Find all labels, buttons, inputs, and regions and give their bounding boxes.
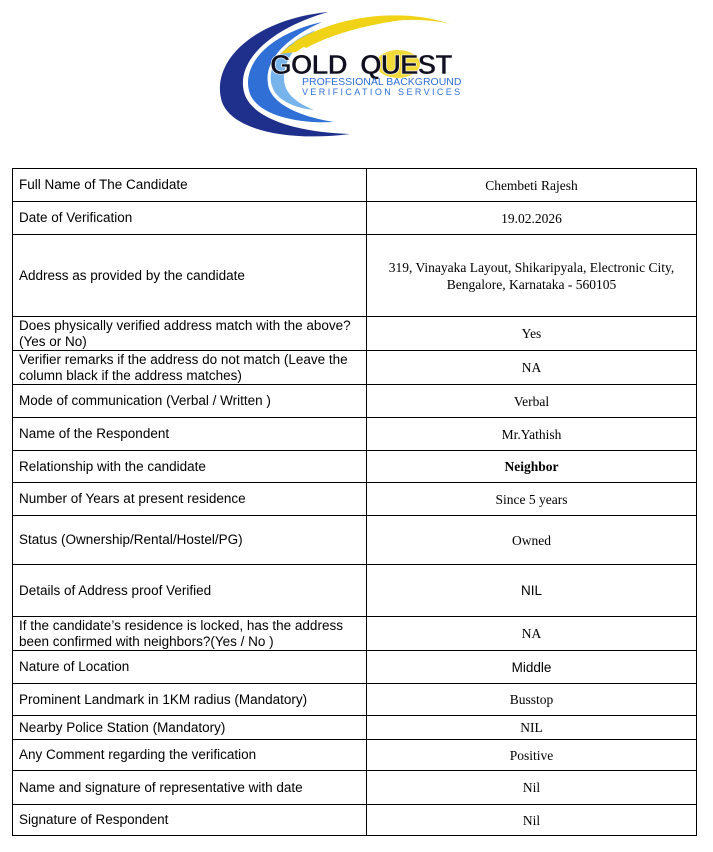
field-value: Nil	[367, 771, 697, 805]
field-value: Since 5 years	[367, 483, 697, 516]
table-row	[13, 317, 697, 351]
table-row	[13, 235, 697, 317]
field-value: NIL	[367, 565, 697, 617]
table-row	[13, 516, 697, 565]
table-row	[13, 451, 697, 483]
field-label: Details of Address proof Verified	[13, 565, 367, 617]
field-label: Nature of Location	[13, 651, 367, 684]
logo-quest-text: QUEST	[360, 49, 452, 80]
table-row	[13, 771, 697, 805]
table-row	[13, 169, 697, 202]
table-row	[13, 565, 697, 617]
field-label: Name of the Respondent	[13, 418, 367, 451]
field-label: Name and signature of representative with date	[13, 771, 367, 805]
table-row	[13, 716, 697, 740]
field-value: 319, Vinayaka Layout, Shikaripyala, Electronic City, Bengalore, Karnataka - 560105	[367, 235, 697, 317]
field-value: Yes	[367, 317, 697, 351]
logo-tagline-2: VERIFICATION SERVICES	[302, 87, 463, 97]
field-value: 19.02.2026	[367, 202, 697, 235]
field-value: Owned	[367, 516, 697, 565]
field-label: Address as provided by the candidate	[13, 235, 367, 317]
logo-swoosh-graphic	[210, 6, 510, 140]
field-value: Chembeti Rajesh	[367, 169, 697, 202]
field-value: NA	[367, 617, 697, 651]
field-value: NIL	[367, 716, 697, 740]
field-value: Verbal	[367, 385, 697, 418]
table-row	[13, 740, 697, 771]
field-label: Number of Years at present residence	[13, 483, 367, 516]
field-value: Mr.Yathish	[367, 418, 697, 451]
field-value: Nil	[367, 805, 697, 836]
table-row	[13, 202, 697, 235]
table-row	[13, 617, 697, 651]
logo-gold-text: GOLD	[270, 49, 347, 80]
field-value: NA	[367, 351, 697, 385]
goldquest-logo	[210, 6, 510, 140]
field-label: Status (Ownership/Rental/Hostel/PG)	[13, 516, 367, 565]
field-value: Busstop	[367, 684, 697, 716]
logo-tagline-1: PROFESSIONAL BACKGROUND	[302, 76, 462, 88]
field-label: Date of Verification	[13, 202, 367, 235]
field-value: Middle	[367, 651, 697, 684]
table-row	[13, 418, 697, 451]
field-label: Nearby Police Station (Mandatory)	[13, 716, 367, 740]
verification-table	[12, 168, 697, 836]
field-label: Prominent Landmark in 1KM radius (Mandatory)	[13, 684, 367, 716]
field-value: Neighbor	[367, 451, 697, 483]
table-row	[13, 351, 697, 385]
field-label: Verifier remarks if the address do not match (Leave the column black if the address matches)	[13, 351, 367, 385]
field-label: Relationship with the candidate	[13, 451, 367, 483]
field-value: Positive	[367, 740, 697, 771]
field-label: Full Name of The Candidate	[13, 169, 367, 202]
table-row	[13, 483, 697, 516]
field-label: Any Comment regarding the verification	[13, 740, 367, 771]
table-row	[13, 805, 697, 836]
field-label: Signature of Respondent	[13, 805, 367, 836]
table-row	[13, 651, 697, 684]
table-row	[13, 684, 697, 716]
table-row	[13, 385, 697, 418]
field-label: If the candidate’s residence is locked, has the address been confirmed with neighbors?(Yes / No )	[13, 617, 367, 651]
field-label: Mode of communication (Verbal / Written )	[13, 385, 367, 418]
field-label: Does physically verified address match with the above? (Yes or No)	[13, 317, 367, 351]
